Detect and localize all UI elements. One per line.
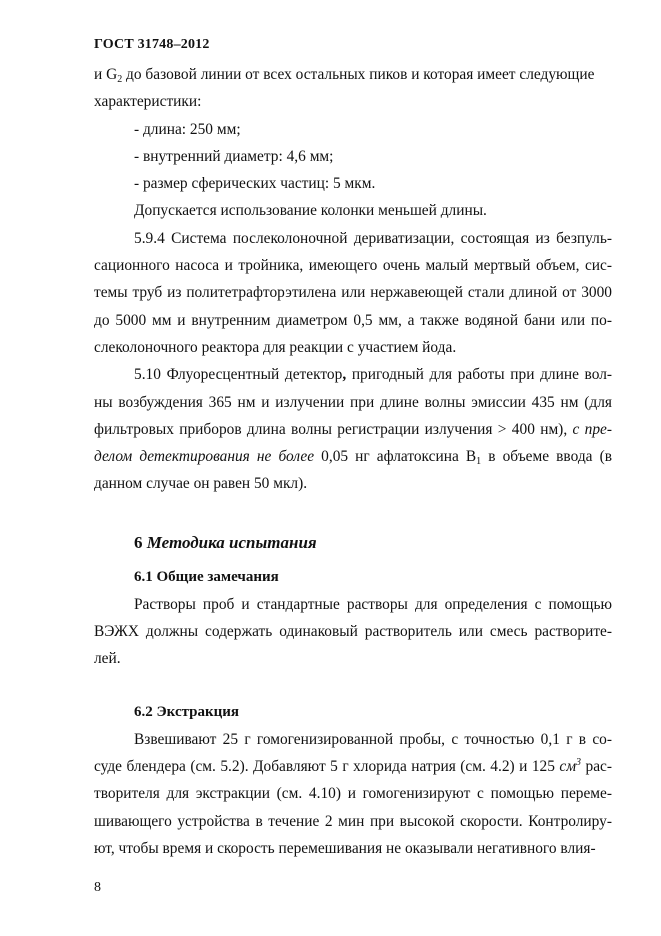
- text-run: до базовой линии от всех остальных пиков и которая имеет следующие: [122, 66, 595, 83]
- section-6-2-heading: 6.2 Экстракция: [134, 703, 240, 720]
- text-run: 5.10 Флуоресцентный детектор: [134, 366, 343, 384]
- section-6-heading: [94, 529, 612, 556]
- text-run: в объеме ввода (в данном случае он равен 50 мкл).: [94, 448, 612, 493]
- paragraph-6-2: [94, 726, 612, 862]
- spacer: [94, 673, 612, 699]
- section-title: Методика испытания: [146, 532, 317, 552]
- list-item: - размер сферических частиц: 5 мкм.: [134, 175, 376, 193]
- document-header: ГОСТ 31748–2012: [94, 37, 210, 52]
- paragraph-6-1: Растворы проб и стандартные растворы для определения с помощью ВЭЖХ должны содержать одинаковый растворитель или смесь растворите-лей.: [94, 595, 612, 668]
- text-run: характеристики:: [94, 93, 202, 111]
- page-number: 8: [94, 880, 101, 895]
- superscript: 3: [576, 756, 582, 768]
- subscript: 2: [117, 74, 123, 85]
- paragraph-continuation: [94, 61, 612, 116]
- paragraph-5-10: [94, 361, 612, 497]
- list-item: - длина: 250 мм;: [134, 120, 241, 138]
- text-run: Взвешивают 25 г гомогенизированной пробы, с точностью 0,1 г в со-суде блендера (см. 5.2). Добавляют 5 г хлорида натрия (см. 4.2) и 125: [94, 730, 612, 775]
- subscript: 1: [476, 456, 482, 468]
- text-run: ,: [342, 366, 347, 384]
- text-run: и G: [94, 66, 118, 83]
- paragraph-5-9-4: 5.9.4 Система послеколоночной дериватизации, состоящая из безпуль-сационного насоса и тройника, имеющего очень малый мертвый объем, сис-темы труб из политетрафторэтилена или нержавеющей стали длиной от 3000 до 5000 мм и внутренним диаметром 0,5 мм, а также водяной бани или по-слеколоночного реактора для реакции с участием йода.: [94, 229, 612, 356]
- list-item: - внутренний диаметр: 4,6 мм;: [134, 147, 334, 165]
- text-run: рас-творителя для экстракции (см. 4.10) и гомогенизируют с помощью переме-шивающего устройства в течение 2 мин при высокой скорости. Контролиру-ют, чтобы время и скорость перемешивания не оказывали негативного влия-: [94, 757, 612, 857]
- text-run: пригодный для работы при длине вол-ны возбуждения 365 нм и излучении при длине волны эмиссии 435 нм (для фильтровых приборов длина волны регистрации излучения > 400 нм),: [94, 366, 613, 438]
- italic-text: с пре-делом детектирования не более: [94, 420, 612, 466]
- paragraph-column-length: Допускается использование колонки меньшей длины.: [134, 202, 487, 220]
- section-number: 6: [134, 532, 147, 552]
- page-body: [94, 61, 612, 862]
- section-6-1-heading: 6.1 Общие замечания: [134, 568, 279, 585]
- text-run: 0,05 нг афлатоксина B: [314, 448, 477, 466]
- unit-text: см: [559, 757, 577, 775]
